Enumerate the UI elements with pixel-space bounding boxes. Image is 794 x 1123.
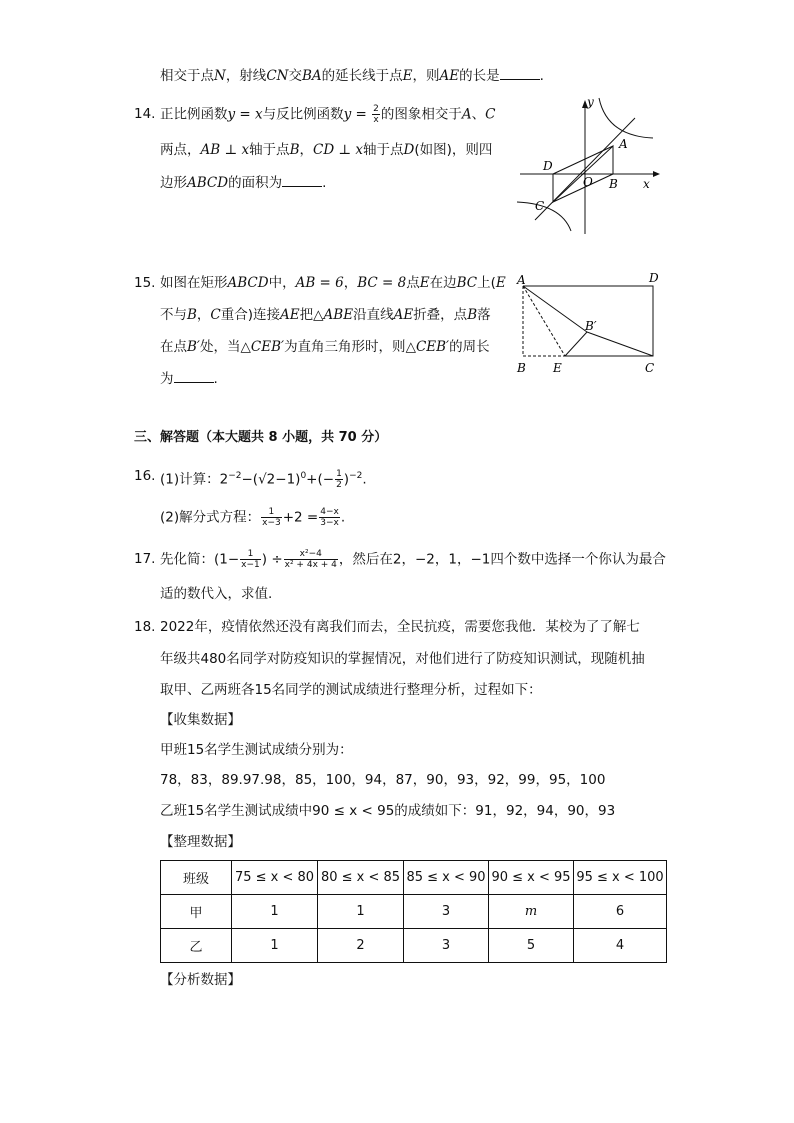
text: 的周长 xyxy=(449,339,490,355)
text: 重合)连接 xyxy=(220,307,281,323)
text: 先化简：(1− xyxy=(160,551,240,568)
text: 处，当 xyxy=(200,339,241,355)
table-row xyxy=(161,895,667,929)
q18-line-3: 取甲、乙两班各15名同学的测试成绩进行整理分析，过程如下： xyxy=(160,682,542,698)
text: ) ÷ xyxy=(261,551,283,568)
table-cell: 4 xyxy=(574,929,667,963)
text: 的图象相交于 xyxy=(380,106,462,123)
text: 轴于点 xyxy=(363,142,404,158)
answer-blank xyxy=(282,174,322,187)
var: C xyxy=(210,307,221,323)
denominator: 2 xyxy=(336,480,342,490)
var: C xyxy=(485,106,496,123)
line-ae-dashed xyxy=(523,286,565,356)
formula: △CEB′ xyxy=(240,339,285,355)
table-cell: m xyxy=(489,895,574,929)
q17-line-2: 适的数代入，求值. xyxy=(160,586,273,602)
numerator: 1 xyxy=(336,469,342,479)
hyperbola-branch-1 xyxy=(599,98,653,138)
denominator: x² + 4x + 4 xyxy=(284,560,337,570)
exponent: −2 xyxy=(228,471,242,481)
question-number: 18. xyxy=(134,619,156,635)
numerator: 1 xyxy=(261,507,282,518)
q18-line-4: 甲班15名学生测试成绩分别为： xyxy=(160,742,353,758)
table-row xyxy=(161,929,667,963)
var: ABCD xyxy=(227,275,269,291)
table-header-cell: 75 ≤ x < 80 xyxy=(232,861,318,895)
line-e-bprime xyxy=(565,332,587,356)
denominator: x−1 xyxy=(241,560,260,570)
formula: −(√2−1) xyxy=(241,471,301,488)
numerator: x²−4 xyxy=(284,549,338,560)
text: 如图在矩形 xyxy=(160,275,228,291)
text: 为直角三角形时，则 xyxy=(284,339,406,355)
var: E xyxy=(402,68,413,84)
question-number: 17. xyxy=(134,551,156,567)
line-bprime-c xyxy=(587,332,653,356)
question-number: 15. xyxy=(134,275,156,291)
formula: △ABE xyxy=(313,307,354,323)
text: . xyxy=(322,175,327,191)
numerator: 1 xyxy=(240,549,261,560)
var: AE xyxy=(280,307,300,323)
table-cell: 5 xyxy=(489,929,574,963)
numerator: 2 xyxy=(373,104,379,114)
question-number: 16. xyxy=(134,468,156,484)
figure-14 xyxy=(515,96,660,236)
q15-line-3 xyxy=(160,337,490,357)
var: AE xyxy=(439,68,460,84)
q18-line-2: 年级共480名同学对防疫知识的掌握情况，对他们进行了防疫知识测试，现随机抽 xyxy=(160,651,645,667)
var: N xyxy=(214,68,226,84)
table-header-cell: 班级 xyxy=(161,861,232,895)
text: 的延长线于点 xyxy=(321,68,403,84)
text: 与反比例函数 xyxy=(262,106,344,123)
fraction xyxy=(335,469,343,490)
text: (2)解分式方程： xyxy=(160,509,261,526)
text: 的面积为 xyxy=(228,175,283,191)
text: 上( xyxy=(477,275,496,291)
table-cell: 3 xyxy=(404,895,489,929)
q14-line-1 xyxy=(160,104,496,125)
table-header-cell: 85 ≤ x < 90 xyxy=(404,861,489,895)
formula: BC = 8 xyxy=(357,275,407,291)
label-a: A xyxy=(517,273,526,287)
formula: AB = 6 xyxy=(295,275,344,291)
text: 两点， xyxy=(160,142,201,158)
var: B xyxy=(467,307,478,323)
text: ， xyxy=(196,307,211,323)
label-x: x xyxy=(643,177,650,191)
text: 在点 xyxy=(160,339,187,355)
formula: CD ⊥ x xyxy=(312,142,364,158)
label-b: B xyxy=(609,177,618,191)
table-cell: 1 xyxy=(232,895,318,929)
q15-line-2 xyxy=(160,305,491,325)
q18-heading-analyze: 【分析数据】 xyxy=(160,972,241,988)
formula: y = x xyxy=(227,106,263,123)
text: ，然后在2，−2，1，−1四个数中选择一个你认为最合 xyxy=(338,551,666,568)
text: ，则 xyxy=(412,68,440,84)
text: . xyxy=(362,471,367,488)
table-cell: 1 xyxy=(232,929,318,963)
table-cell: 乙 xyxy=(161,929,232,963)
var: B xyxy=(289,142,300,158)
label-b-prime: B′ xyxy=(585,319,597,333)
formula: +(− xyxy=(306,471,335,488)
text: (如图)，则四 xyxy=(414,142,493,158)
label-c: C xyxy=(535,199,545,213)
table-header-cell: 80 ≤ x < 85 xyxy=(318,861,404,895)
var: E xyxy=(419,275,430,291)
text: 边形 xyxy=(160,175,187,191)
label-d: D xyxy=(543,159,553,173)
text: ， xyxy=(343,275,358,291)
section-heading: 三、解答题（本大题共 8 小题，共 70 分） xyxy=(134,430,388,445)
exponent: −2 xyxy=(349,471,363,481)
text: 正比例函数 xyxy=(160,106,228,123)
text: . xyxy=(213,371,218,387)
q15-line-1 xyxy=(160,273,506,293)
text: 交 xyxy=(288,68,302,84)
var: CN xyxy=(266,68,289,84)
label-y: y xyxy=(587,96,594,109)
table-cell: 6 xyxy=(574,895,667,929)
text: 在边 xyxy=(429,275,457,291)
var: AE xyxy=(393,307,414,323)
table-header-cell: 90 ≤ x < 95 xyxy=(489,861,574,895)
var: D xyxy=(403,142,415,158)
text: . xyxy=(340,509,346,526)
question-number: 14. xyxy=(134,106,156,122)
answer-blank xyxy=(500,67,540,80)
label-a: A xyxy=(619,137,628,151)
text: . xyxy=(539,68,544,84)
text: 相交于点 xyxy=(160,68,214,84)
text: 沿直线 xyxy=(353,307,394,323)
label-o: O xyxy=(583,175,593,189)
text: 折叠，点 xyxy=(413,307,468,323)
text: 的长是 xyxy=(459,68,500,84)
denominator: 3−x xyxy=(320,518,339,528)
q15-line-4 xyxy=(160,369,218,389)
score-table xyxy=(160,860,667,963)
var: B′ xyxy=(187,339,200,355)
formula: △CEB′ xyxy=(405,339,450,355)
answer-blank xyxy=(174,370,214,383)
text: 轴于点 xyxy=(249,142,290,158)
text: 不与 xyxy=(160,307,187,323)
q18-heading-organize: 【整理数据】 xyxy=(160,834,241,850)
x-axis-arrow xyxy=(653,171,660,177)
q14-line-3 xyxy=(160,173,326,193)
fraction xyxy=(284,549,338,570)
table-header-cell: 95 ≤ x < 100 xyxy=(574,861,667,895)
text: 把 xyxy=(299,307,314,323)
table-header-row xyxy=(161,861,667,895)
var: BC xyxy=(456,275,478,291)
text: (1)计算： xyxy=(160,471,220,488)
formula: AB ⊥ x xyxy=(200,142,250,158)
fraction xyxy=(240,549,261,570)
q16-part-2 xyxy=(160,507,345,528)
denominator: x xyxy=(373,115,379,125)
label-c: C xyxy=(645,361,655,375)
fraction xyxy=(372,104,380,125)
table-cell: 2 xyxy=(318,929,404,963)
var: E xyxy=(495,275,506,291)
line-a-bprime xyxy=(523,286,587,332)
text: 落 xyxy=(477,307,491,323)
text: 点 xyxy=(406,275,420,291)
q13-tail-line xyxy=(160,66,544,86)
label-b: B xyxy=(517,361,526,375)
text: 中， xyxy=(268,275,296,291)
diagonal-da xyxy=(553,146,613,174)
q18-line-5: 78，83，89.97.98，85，100，94，87，90，93，92，99，95，100 xyxy=(160,772,606,788)
text: 为 xyxy=(160,371,174,387)
formula: +2 = xyxy=(282,509,319,526)
var: ABCD xyxy=(187,175,229,191)
q18-line-6: 乙班15名学生测试成绩中90 ≤ x < 95的成绩如下：91，92，94，90，93 xyxy=(160,803,616,819)
text: ，射线 xyxy=(225,68,267,84)
q16-part-1 xyxy=(160,466,367,490)
table-cell: 3 xyxy=(404,929,489,963)
denominator: x−3 xyxy=(262,518,281,528)
var: B xyxy=(187,307,197,323)
fraction xyxy=(261,507,282,528)
q17-line-1 xyxy=(160,549,666,570)
q18-heading-collect: 【收集数据】 xyxy=(160,712,241,728)
table-cell: 甲 xyxy=(161,895,232,929)
exponent: 0 xyxy=(300,471,307,481)
q18-line-1: 2022年，疫情依然还没有离我们而去，全民抗疫，需要您我他．某校为了了解七 xyxy=(160,619,640,635)
figure-15 xyxy=(513,268,663,378)
text: 、 xyxy=(471,106,486,123)
fraction xyxy=(319,507,340,528)
table-cell: 1 xyxy=(318,895,404,929)
numerator: 4−x xyxy=(320,507,339,517)
formula: y = xyxy=(343,106,372,123)
formula: ) xyxy=(343,471,350,488)
text: ， xyxy=(299,142,313,158)
formula: 2 xyxy=(219,471,229,488)
var: BA xyxy=(301,68,322,84)
q14-line-2 xyxy=(160,140,492,160)
var: A xyxy=(461,106,472,123)
label-e: E xyxy=(553,361,562,375)
label-d: D xyxy=(649,271,659,285)
